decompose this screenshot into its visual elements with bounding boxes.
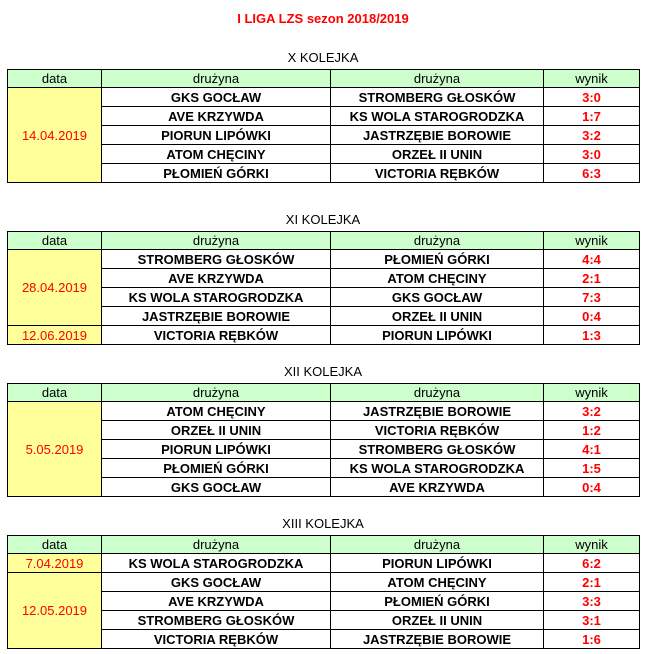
home-team: AVE KRZYWDA bbox=[102, 269, 331, 288]
away-team: PIORUN LIPÓWKI bbox=[331, 554, 544, 573]
header-date: data bbox=[8, 232, 102, 250]
match-date: 12.05.2019 bbox=[8, 573, 102, 649]
away-team: JASTRZĘBIE BOROWIE bbox=[331, 402, 544, 421]
results-table-xiii bbox=[7, 535, 640, 649]
away-team: KS WOLA STAROGRODZKA bbox=[331, 459, 544, 478]
away-team: ORZEŁ II UNIN bbox=[331, 145, 544, 164]
round-title-xiii: XIII KOLEJKA bbox=[282, 516, 364, 531]
match-score: 7:3 bbox=[544, 288, 640, 307]
home-team: GKS GOCŁAW bbox=[102, 478, 331, 497]
home-team: VICTORIA RĘBKÓW bbox=[102, 630, 331, 649]
match-row bbox=[8, 269, 640, 288]
away-team: JASTRZĘBIE BOROWIE bbox=[331, 630, 544, 649]
header-date: data bbox=[8, 384, 102, 402]
home-team: PIORUN LIPÓWKI bbox=[102, 126, 331, 145]
match-row bbox=[8, 554, 640, 573]
away-team: ATOM CHĘCINY bbox=[331, 573, 544, 592]
header-date: data bbox=[8, 536, 102, 554]
results-table-x bbox=[7, 69, 640, 183]
home-team: ATOM CHĘCINY bbox=[102, 402, 331, 421]
away-team: AVE KRZYWDA bbox=[331, 478, 544, 497]
home-team: KS WOLA STAROGRODZKA bbox=[102, 554, 331, 573]
header-team1: drużyna bbox=[102, 536, 331, 554]
home-team: STROMBERG GŁOSKÓW bbox=[102, 250, 331, 269]
match-score: 2:1 bbox=[544, 269, 640, 288]
match-row bbox=[8, 478, 640, 497]
match-row bbox=[8, 107, 640, 126]
match-score: 3:0 bbox=[544, 145, 640, 164]
header-team1: drużyna bbox=[102, 70, 331, 88]
match-row bbox=[8, 573, 640, 592]
match-row bbox=[8, 440, 640, 459]
match-date: 5.05.2019 bbox=[8, 402, 102, 497]
match-row bbox=[8, 250, 640, 269]
match-row bbox=[8, 326, 640, 345]
match-row bbox=[8, 402, 640, 421]
away-team: ATOM CHĘCINY bbox=[331, 269, 544, 288]
match-score: 0:4 bbox=[544, 307, 640, 326]
match-date: 14.04.2019 bbox=[8, 88, 102, 183]
match-row bbox=[8, 421, 640, 440]
header-team2: drużyna bbox=[331, 70, 544, 88]
home-team: AVE KRZYWDA bbox=[102, 592, 331, 611]
header-team1: drużyna bbox=[102, 384, 331, 402]
match-score: 6:3 bbox=[544, 164, 640, 183]
match-row bbox=[8, 459, 640, 478]
match-row bbox=[8, 307, 640, 326]
match-row bbox=[8, 145, 640, 164]
home-team: JASTRZĘBIE BOROWIE bbox=[102, 307, 331, 326]
match-date: 12.06.2019 bbox=[8, 326, 102, 345]
results-table-xi bbox=[7, 231, 640, 345]
match-row bbox=[8, 611, 640, 630]
header-team1: drużyna bbox=[102, 232, 331, 250]
round-title-x: X KOLEJKA bbox=[287, 50, 359, 65]
away-team: ORZEŁ II UNIN bbox=[331, 611, 544, 630]
match-row bbox=[8, 88, 640, 107]
match-score: 6:2 bbox=[544, 554, 640, 573]
match-row bbox=[8, 126, 640, 145]
away-team: PŁOMIEŃ GÓRKI bbox=[331, 592, 544, 611]
match-score: 3:3 bbox=[544, 592, 640, 611]
match-row bbox=[8, 592, 640, 611]
home-team: VICTORIA RĘBKÓW bbox=[102, 326, 331, 345]
page-title: I LIGA LZS sezon 2018/2019 bbox=[237, 11, 409, 26]
match-score: 3:0 bbox=[544, 88, 640, 107]
match-score: 3:2 bbox=[544, 126, 640, 145]
home-team: ORZEŁ II UNIN bbox=[102, 421, 331, 440]
match-score: 1:2 bbox=[544, 421, 640, 440]
header-score: wynik bbox=[544, 70, 640, 88]
match-score: 1:3 bbox=[544, 326, 640, 345]
header-score: wynik bbox=[544, 536, 640, 554]
away-team: ORZEŁ II UNIN bbox=[331, 307, 544, 326]
match-date: 28.04.2019 bbox=[8, 250, 102, 326]
away-team: STROMBERG GŁOSKÓW bbox=[331, 88, 544, 107]
match-score: 4:1 bbox=[544, 440, 640, 459]
home-team: AVE KRZYWDA bbox=[102, 107, 331, 126]
away-team: VICTORIA RĘBKÓW bbox=[331, 164, 544, 183]
header-score: wynik bbox=[544, 232, 640, 250]
match-score: 1:6 bbox=[544, 630, 640, 649]
match-date: 7.04.2019 bbox=[8, 554, 102, 573]
match-row bbox=[8, 630, 640, 649]
match-row bbox=[8, 164, 640, 183]
header-team2: drużyna bbox=[331, 536, 544, 554]
header-row bbox=[8, 70, 640, 88]
header-team2: drużyna bbox=[331, 384, 544, 402]
away-team: GKS GOCŁAW bbox=[331, 288, 544, 307]
match-score: 0:4 bbox=[544, 478, 640, 497]
match-score: 3:2 bbox=[544, 402, 640, 421]
round-title-xi: XI KOLEJKA bbox=[285, 212, 361, 227]
header-date: data bbox=[8, 70, 102, 88]
away-team: JASTRZĘBIE BOROWIE bbox=[331, 126, 544, 145]
home-team: KS WOLA STAROGRODZKA bbox=[102, 288, 331, 307]
round-title-xii: XII KOLEJKA bbox=[283, 364, 363, 379]
home-team: STROMBERG GŁOSKÓW bbox=[102, 611, 331, 630]
match-score: 2:1 bbox=[544, 573, 640, 592]
home-team: PŁOMIEŃ GÓRKI bbox=[102, 459, 331, 478]
home-team: ATOM CHĘCINY bbox=[102, 145, 331, 164]
away-team: PIORUN LIPÓWKI bbox=[331, 326, 544, 345]
away-team: PŁOMIEŃ GÓRKI bbox=[331, 250, 544, 269]
home-team: GKS GOCŁAW bbox=[102, 573, 331, 592]
match-score: 4:4 bbox=[544, 250, 640, 269]
header-team2: drużyna bbox=[331, 232, 544, 250]
header-row bbox=[8, 384, 640, 402]
match-score: 3:1 bbox=[544, 611, 640, 630]
home-team: PŁOMIEŃ GÓRKI bbox=[102, 164, 331, 183]
home-team: PIORUN LIPÓWKI bbox=[102, 440, 331, 459]
away-team: KS WOLA STAROGRODZKA bbox=[331, 107, 544, 126]
header-score: wynik bbox=[544, 384, 640, 402]
away-team: STROMBERG GŁOSKÓW bbox=[331, 440, 544, 459]
home-team: GKS GOCŁAW bbox=[102, 88, 331, 107]
match-row bbox=[8, 288, 640, 307]
results-table-xii bbox=[7, 383, 640, 497]
match-score: 1:5 bbox=[544, 459, 640, 478]
away-team: VICTORIA RĘBKÓW bbox=[331, 421, 544, 440]
match-score: 1:7 bbox=[544, 107, 640, 126]
header-row bbox=[8, 232, 640, 250]
header-row bbox=[8, 536, 640, 554]
